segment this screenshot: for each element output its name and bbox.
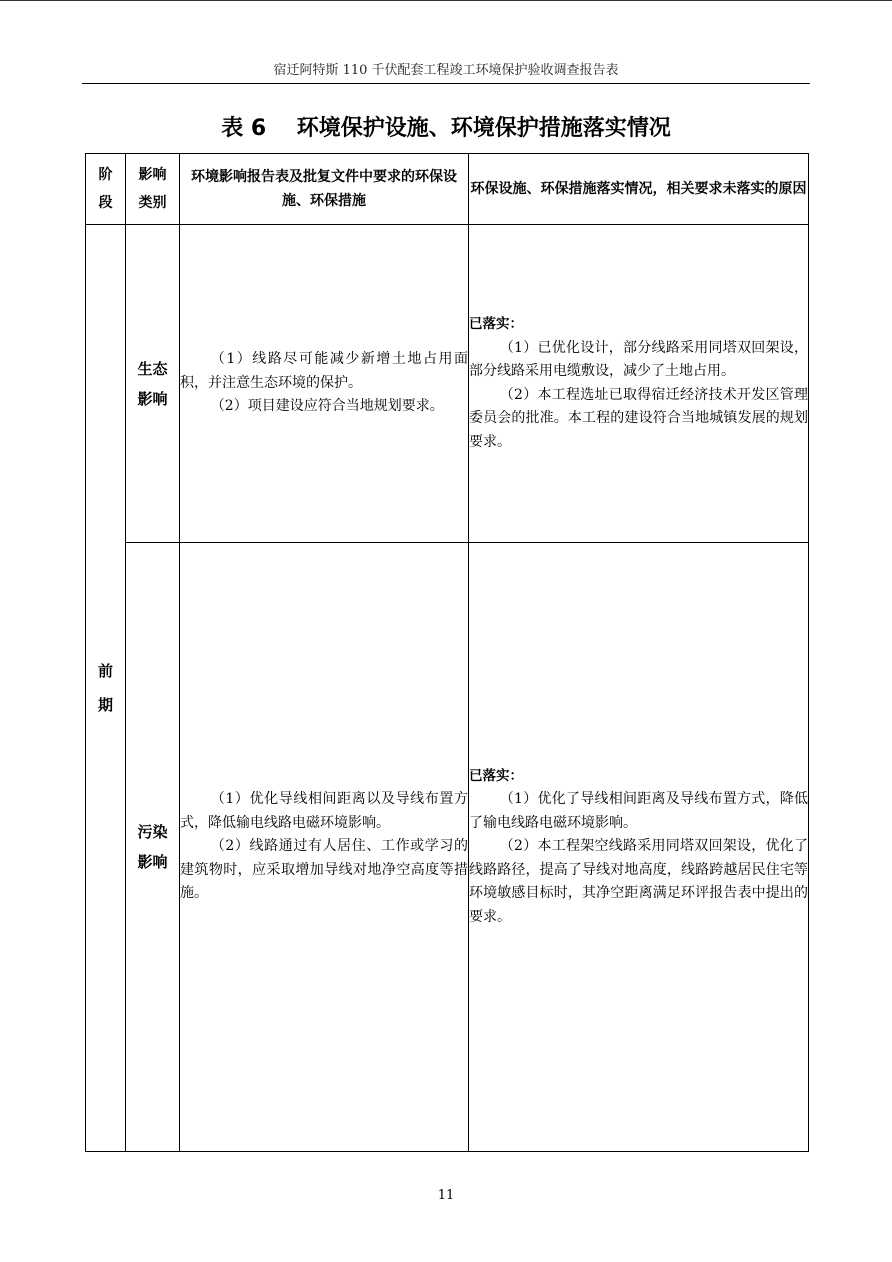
implementation-item: （2）本工程架空线路采用同塔双回架设，优化了线路路径，提高了导线对地高度，线路跨越居民住宅等环境敏感目标时，其净空距离满足环评报告表中提出的要求。 — [469, 838, 808, 925]
implementation-item: （1）优化了导线相间距离及导线布置方式，降低了输电线路电磁环境影响。 — [469, 791, 808, 831]
status-label: 已落实： — [469, 767, 523, 784]
column-header-stage: 阶 段 — [86, 154, 126, 225]
requirement-item: （1）优化导线相间距离以及导线布置方式，降低输电线路电磁环境影响。 — [180, 791, 468, 831]
column-header-requirements: 环境影响报告表及批复文件中要求的环保设施、环保措施 — [180, 154, 469, 225]
requirement-item: （1）线路尽可能减少新增土地占用面积，并注意生态环境的保护。 — [180, 351, 468, 391]
page-number: 11 — [437, 1188, 455, 1203]
running-header: 宿迁阿特斯 110 千伏配套工程竣工环境保护验收调查报告表 — [273, 63, 619, 78]
requirement-item: （2）项目建设应符合当地规划要求。 — [210, 398, 444, 415]
requirements-cell-ecological — [180, 225, 469, 543]
requirements-cell-pollution — [180, 543, 469, 1152]
implementation-cell-pollution — [469, 543, 809, 1152]
implementation-cell-ecological — [469, 225, 809, 543]
status-label: 已落实： — [469, 316, 523, 332]
table-row-pollution — [86, 543, 809, 1152]
column-header-impact-type: 影响 类别 — [126, 154, 180, 225]
measures-table — [85, 153, 809, 1152]
impact-type-cell-pollution: 污染 影响 — [126, 543, 180, 1152]
column-header-implementation: 环保设施、环保措施落实情况，相关要求未落实的原因 — [469, 154, 809, 225]
header-rule — [82, 83, 810, 84]
requirement-item: （2）线路通过有人居住、工作或学习的建筑物时，应采取增加导线对地净空高度等措施。 — [180, 838, 468, 902]
impact-type-cell-ecological: 生态 影响 — [126, 225, 180, 543]
implementation-item: （1）已优化设计，部分线路采用同塔双回架设，部分线路采用电缆敷设，减少了土地占用。 — [469, 339, 808, 379]
implementation-item: （2）本工程选址已取得宿迁经济技术开发区管理委员会的批准。本工程的建设符合当地城镇发展的规划要求。 — [469, 386, 808, 450]
table-header-row — [86, 154, 809, 225]
stage-cell: 前 期 — [86, 225, 126, 1152]
table-title: 表 6 环境保护设施、环境保护措施落实情况 — [221, 116, 671, 141]
page-top-edge — [0, 0, 892, 1]
table-row-ecological — [86, 225, 809, 543]
